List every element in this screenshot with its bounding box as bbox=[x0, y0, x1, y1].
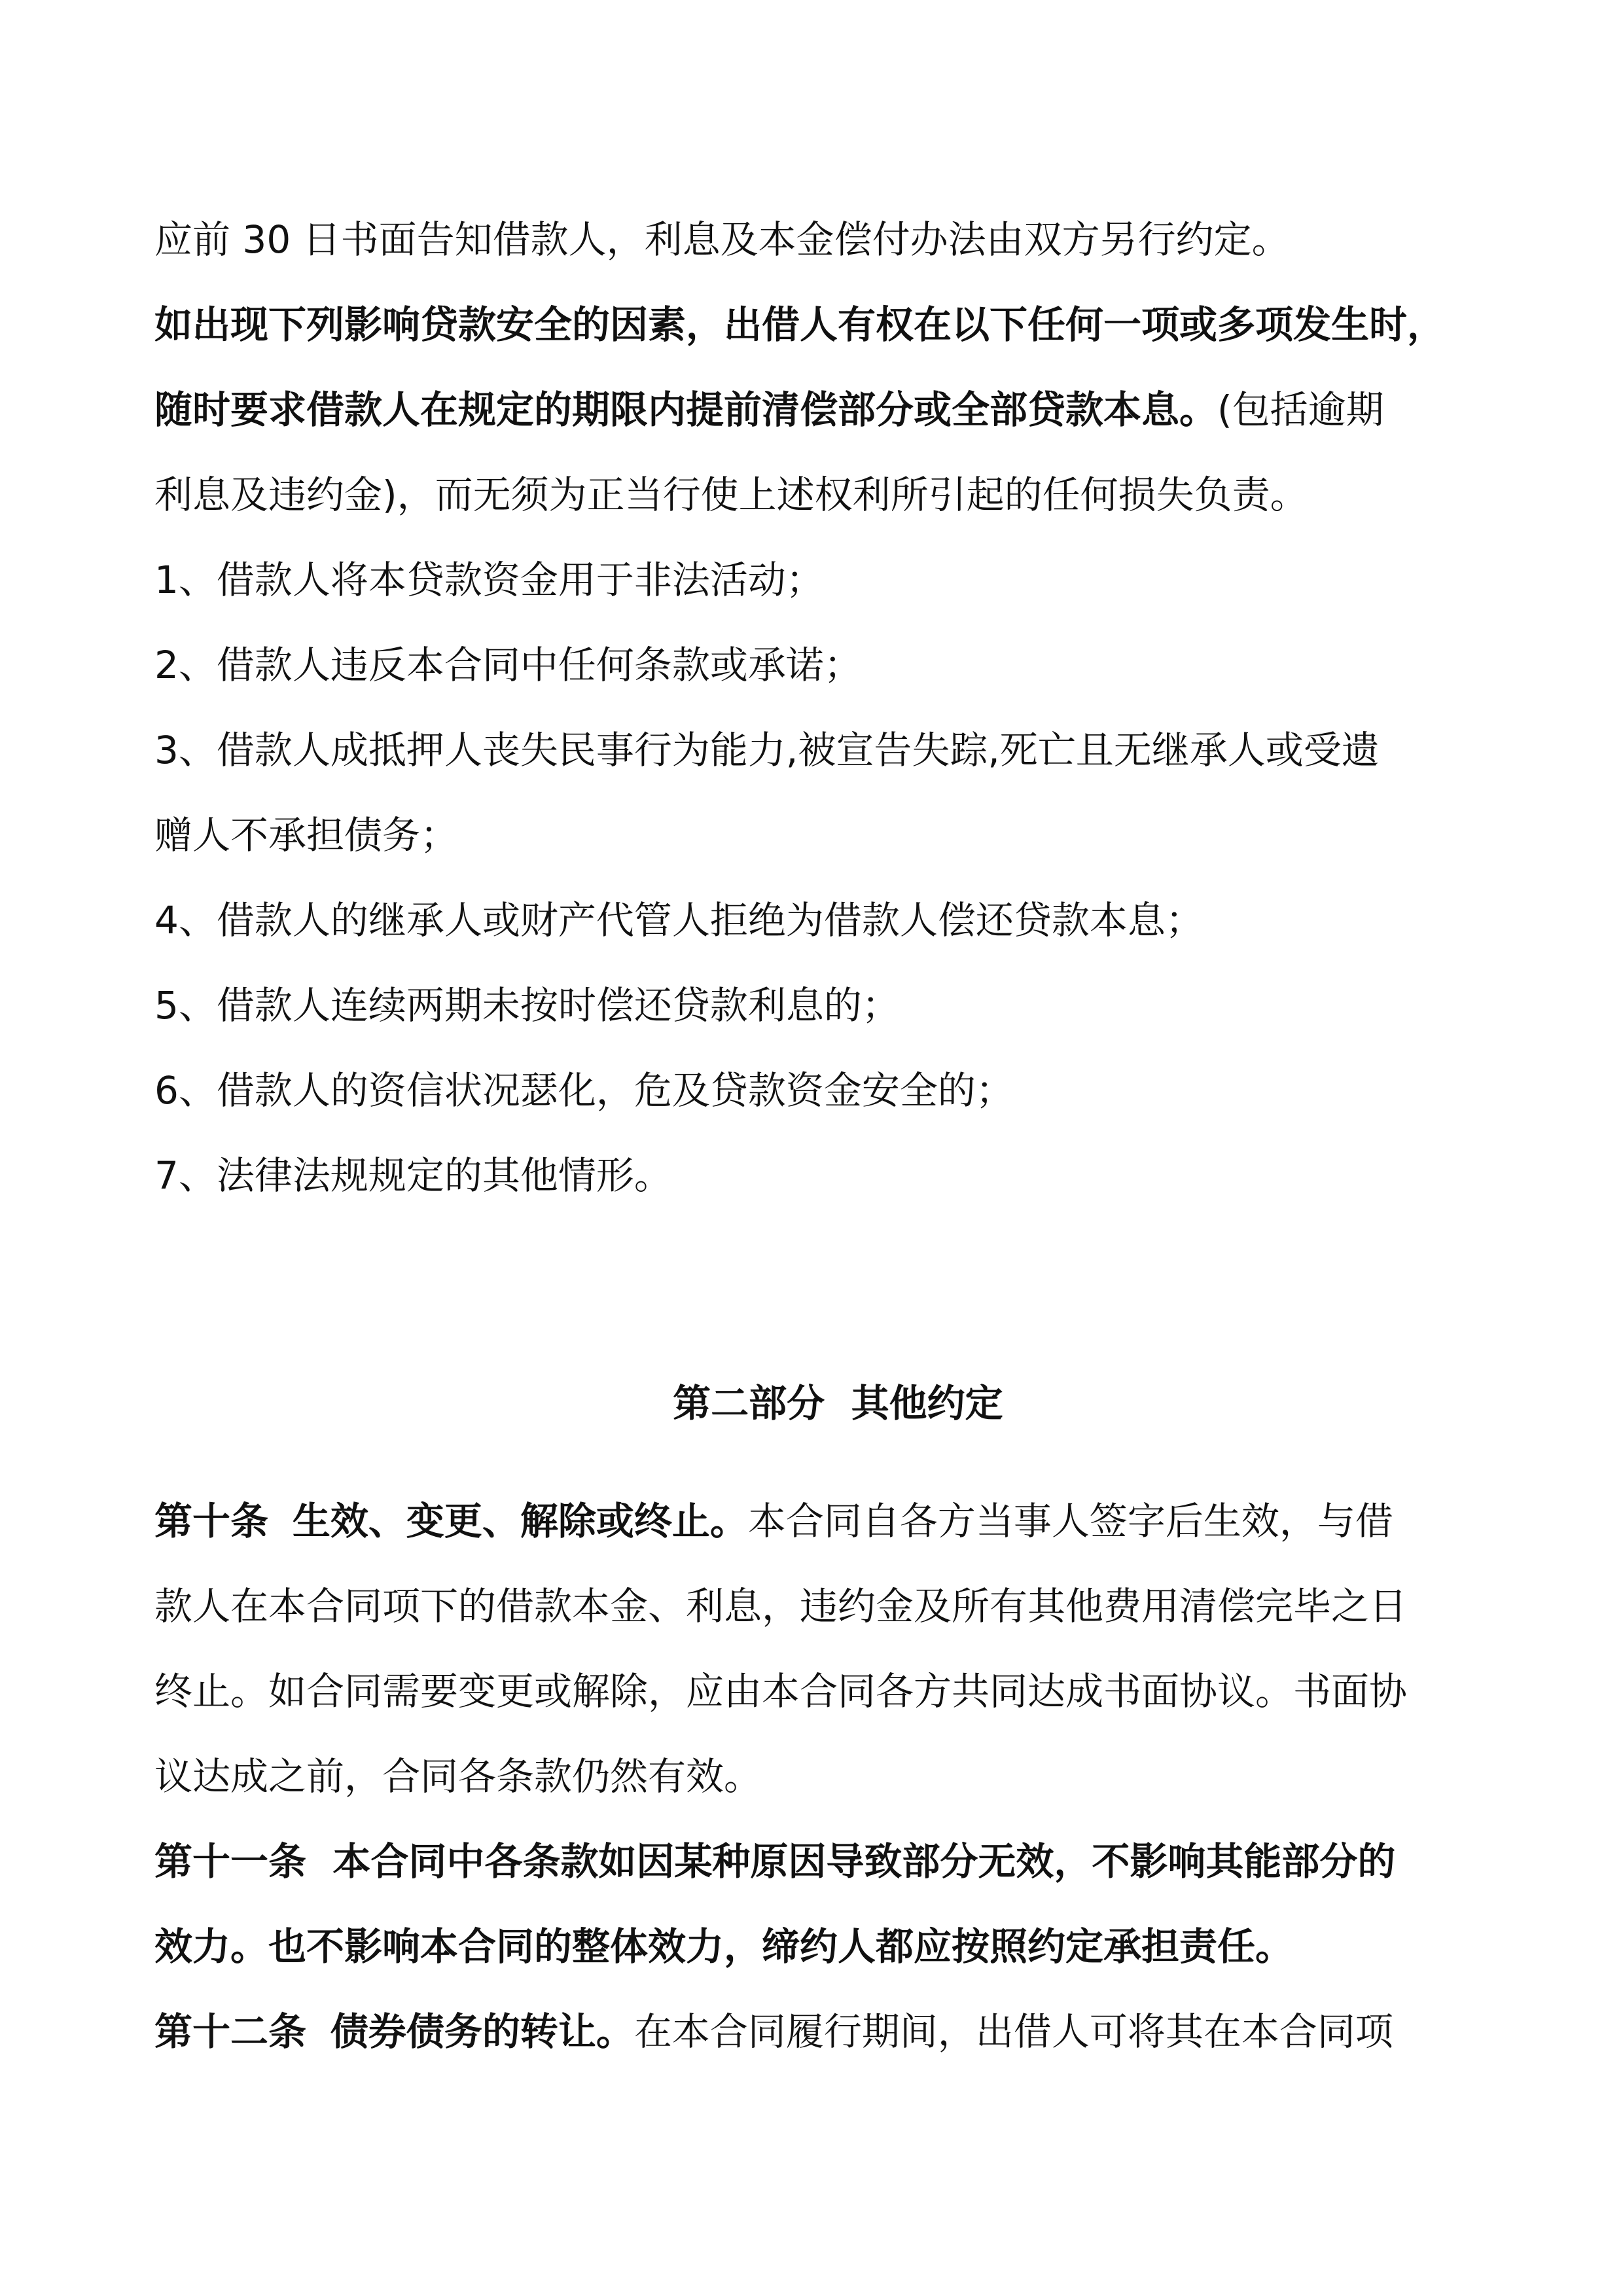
acceleration-bold-text: 随时要求借款人在规定的期限内提前清偿部分或全部贷款本息。 bbox=[154, 387, 1218, 432]
article-10-line-3 bbox=[154, 1665, 1476, 1717]
condition-text: 6、借款人的资信状况瑟化，危及贷款资金安全的； bbox=[154, 1068, 1014, 1113]
paragraph-intro-line bbox=[154, 213, 1476, 266]
article-text: 在本合同履行期间，出借人可将其在本合同项 bbox=[633, 2009, 1393, 2054]
condition-text: 5、借款人连续两期未按时偿还贷款利息的； bbox=[154, 983, 900, 1028]
condition-text: 2、借款人违反本合同中任何条款或承诺； bbox=[154, 643, 862, 687]
intro-text: 应前 30 日书面告知借款人，利息及本金偿付办法由双方另行约定。 bbox=[154, 217, 1290, 262]
condition-item bbox=[154, 724, 1476, 776]
section-heading bbox=[0, 1325, 1623, 1482]
article-text: 本合同自各方当事人签字后生效，与借 bbox=[747, 1499, 1393, 1543]
acceleration-bold-text: 如出现下列影响贷款安全的因素，出借人有权在以下任何一项或多项发生时， bbox=[154, 302, 1446, 347]
condition-item-continuation bbox=[154, 809, 1476, 861]
article-number: 第十一条 bbox=[154, 1839, 307, 1884]
condition-item bbox=[154, 1064, 1476, 1117]
condition-item bbox=[154, 894, 1476, 946]
article-title: 债券债务的转让。 bbox=[330, 2009, 634, 2054]
acceleration-normal-text: 利息及违约金)，而无须为正当行使上述权利所引起的任何损失负责。 bbox=[154, 473, 1308, 517]
article-10-line-4 bbox=[154, 1750, 1476, 1803]
section-part: 第二部分 bbox=[673, 1381, 825, 1426]
article-11-line-1 bbox=[154, 1835, 1476, 1888]
article-text: 终止。如合同需要变更或解除，应由本合同各方共同达成书面协议。书面协 bbox=[154, 1669, 1408, 1713]
condition-item bbox=[154, 639, 1476, 691]
article-text: 款人在本合同项下的借款本金、利息，违约金及所有其他费用清偿完毕之日 bbox=[154, 1584, 1408, 1628]
article-11-line-2 bbox=[154, 1920, 1476, 1973]
article-text: 议达成之前，合同各条款仍然有效。 bbox=[154, 1754, 762, 1799]
acceleration-normal-text: (包括逾期 bbox=[1217, 387, 1384, 432]
article-10-line-2 bbox=[154, 1580, 1476, 1632]
condition-item bbox=[154, 979, 1476, 1031]
condition-item bbox=[154, 554, 1476, 606]
acceleration-clause-line-1 bbox=[154, 298, 1476, 351]
article-12-line-1 bbox=[154, 2005, 1476, 2058]
condition-text: 4、借款人的继承人或财产代管人拒绝为借款人偿还贷款本息； bbox=[154, 898, 1204, 942]
article-text: 效力。也不影响本合同的整体效力，缔约人都应按照约定承担责任。 bbox=[154, 1924, 1294, 1969]
acceleration-clause-line-2 bbox=[154, 384, 1476, 436]
condition-item bbox=[154, 1149, 1476, 1202]
condition-text: 1、借款人将本贷款资金用于非法活动； bbox=[154, 558, 824, 602]
article-text: 本合同中各条款如因某种原因导致部分无效，不影响其能部分的 bbox=[332, 1839, 1396, 1884]
section-title: 其他约定 bbox=[851, 1381, 1003, 1426]
acceleration-clause-line-3 bbox=[154, 469, 1476, 521]
condition-text: 3、借款人成抵押人丧失民事行为能力,被宣告失踪,死亡且无继承人或受遗 bbox=[154, 728, 1380, 772]
article-number: 第十二条 bbox=[154, 2009, 307, 2054]
condition-text: 7、法律法规规定的其他情形。 bbox=[154, 1153, 672, 1198]
article-title: 生效、变更、解除或终止。 bbox=[292, 1499, 748, 1543]
article-10-line-1 bbox=[154, 1495, 1476, 1547]
article-number: 第十条 bbox=[154, 1499, 269, 1543]
condition-text: 赠人不承担债务； bbox=[154, 813, 459, 857]
